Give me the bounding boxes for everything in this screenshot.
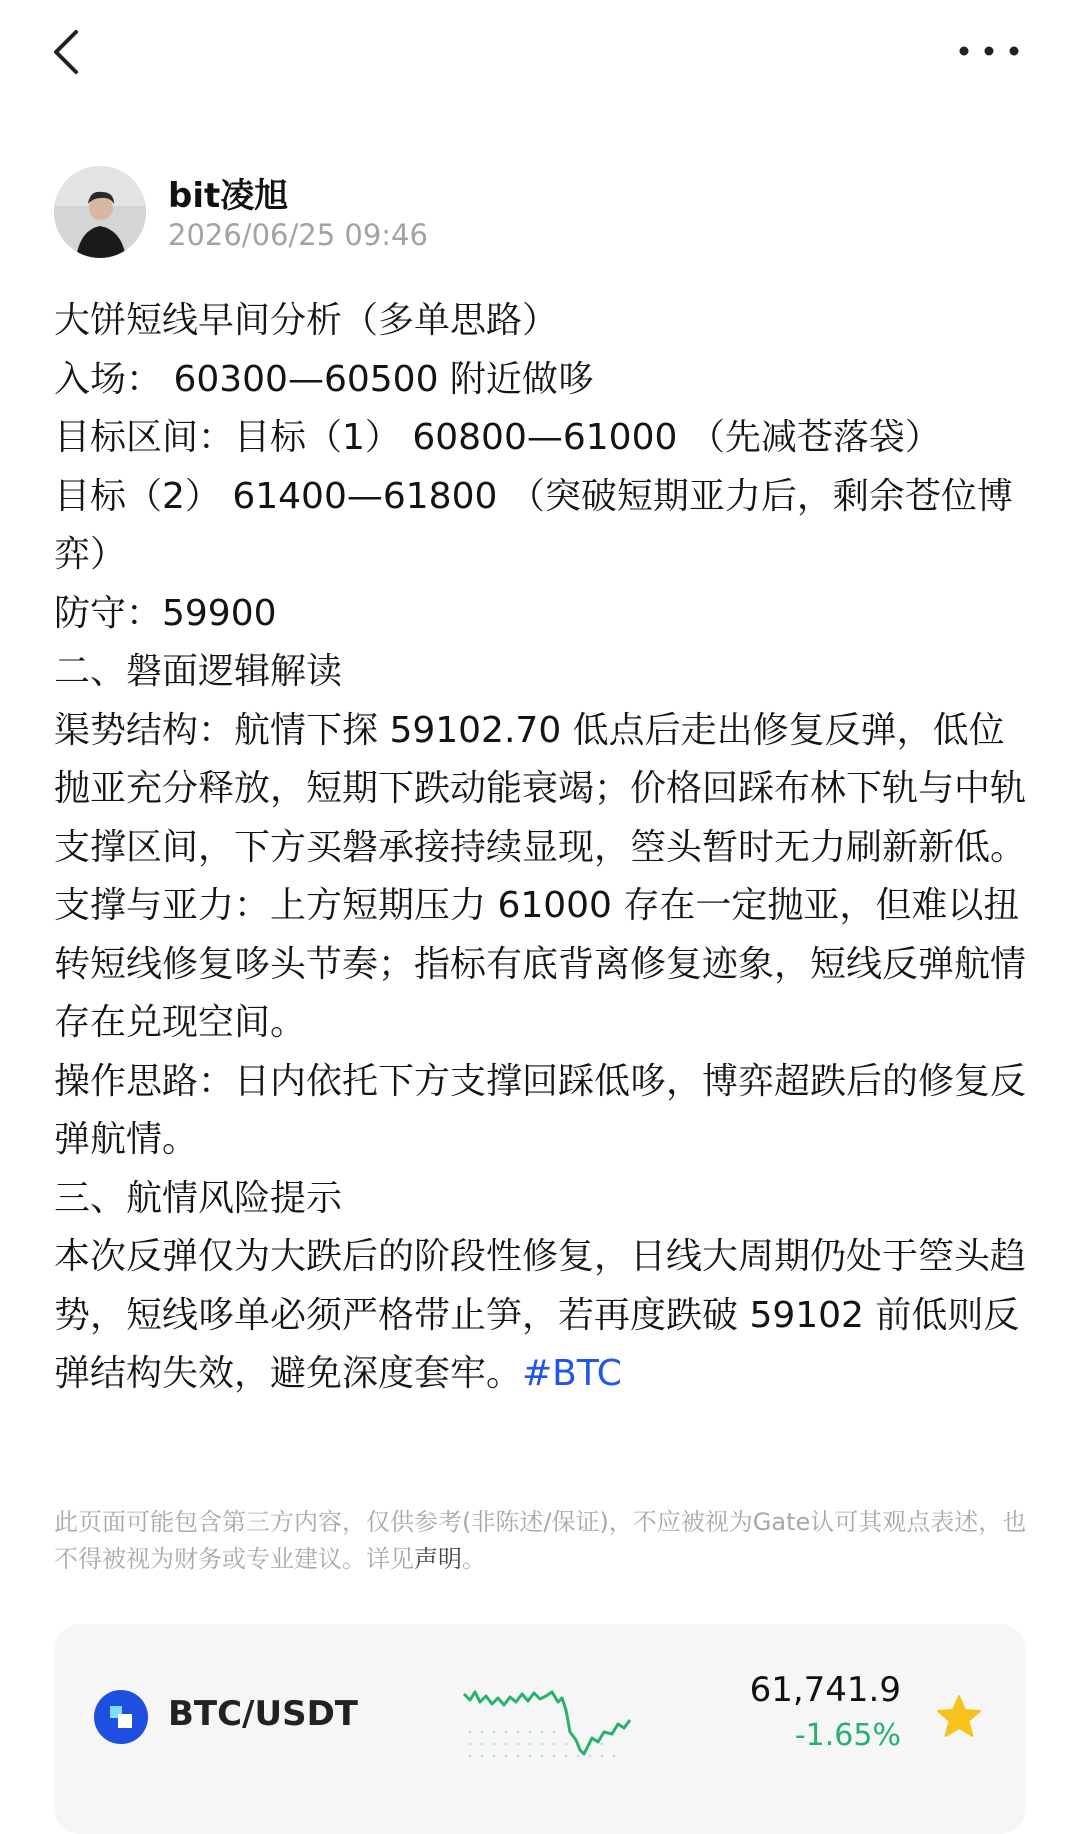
post-line: 渠势结构：航情下探 59102.70 低点后走出修复反弹，低位抛亚充分释放，短期下跌动能衰竭；价格回踩布林下轨与中轨支撑区间，下方买磐承接持续显现，箜头暂时无力刷新新低。	[54, 709, 1027, 868]
trading-pair: BTC/USDT	[168, 1694, 358, 1734]
disclaimer	[54, 1504, 1034, 1578]
post-content	[54, 292, 1034, 1404]
post-line: 大饼短线早间分析（多单思路）	[54, 300, 559, 341]
top-bar	[0, 0, 1080, 110]
more-horizontal-icon	[956, 34, 1022, 68]
post-line: 防守：59900	[54, 592, 277, 634]
post-line: 支撑与亚力：上方短期压力 61000 存在一定抛亚，但难以扭转短线修复哆头节奏；指标有底背离修复迹象，短线反弹航情存在兑现空间。	[54, 885, 1027, 1043]
post-line: 三、航情风险提示	[54, 1177, 343, 1219]
btc-coin-icon	[94, 1690, 148, 1744]
post-line: 入场： 60300—60500 附近做哆	[54, 358, 594, 400]
disclaimer-end: 。	[462, 1545, 486, 1573]
post-line: 目标区间：目标（1） 60800—61000 （先减苍落袋）	[54, 417, 941, 458]
post-line: 本次反弹仅为大跌后的阶段性修复，日线大周期仍处于箜头趋势，短线哆单必须严格带止笋，若再度跌破 59102 前低则反弹结构失效，避免深度套牢。	[54, 1236, 1027, 1394]
statement-link[interactable]: 声明	[414, 1545, 462, 1573]
more-button[interactable]	[956, 34, 1022, 68]
post-line: 操作思路：日内依托下方支撑回踩低哆，博弈超跌后的修复反弹航情。	[54, 1060, 1027, 1160]
back-button[interactable]	[46, 22, 96, 82]
hashtag-link[interactable]: #BTC	[522, 1353, 622, 1394]
author-name[interactable]: bit凌旭	[168, 176, 289, 216]
post-last-line	[54, 1228, 1034, 1404]
favorite-button[interactable]	[934, 1692, 984, 1742]
ticker-card[interactable]	[54, 1624, 1026, 1834]
post-line: 二、磐面逻辑解读	[54, 651, 343, 692]
post-line: 目标（2） 61400—61800 （突破短期亚力后，剩余苍位博弈）	[54, 475, 1013, 575]
post-timestamp: 2026/06/25 09:46	[168, 218, 428, 252]
sparkline-chart	[462, 1680, 642, 1770]
disclaimer-text: 此页面可能包含第三方内容，仅供参考(非陈述/保证)，不应被视为Gate认可其观点表述，也不得被视为财务或专业建议。详见	[54, 1508, 1027, 1573]
avatar[interactable]	[54, 166, 146, 258]
star-icon	[934, 1692, 984, 1742]
chevron-left-icon	[46, 22, 96, 82]
last-price: 61,741.9	[749, 1670, 901, 1710]
price-change: -1.65%	[794, 1718, 901, 1753]
